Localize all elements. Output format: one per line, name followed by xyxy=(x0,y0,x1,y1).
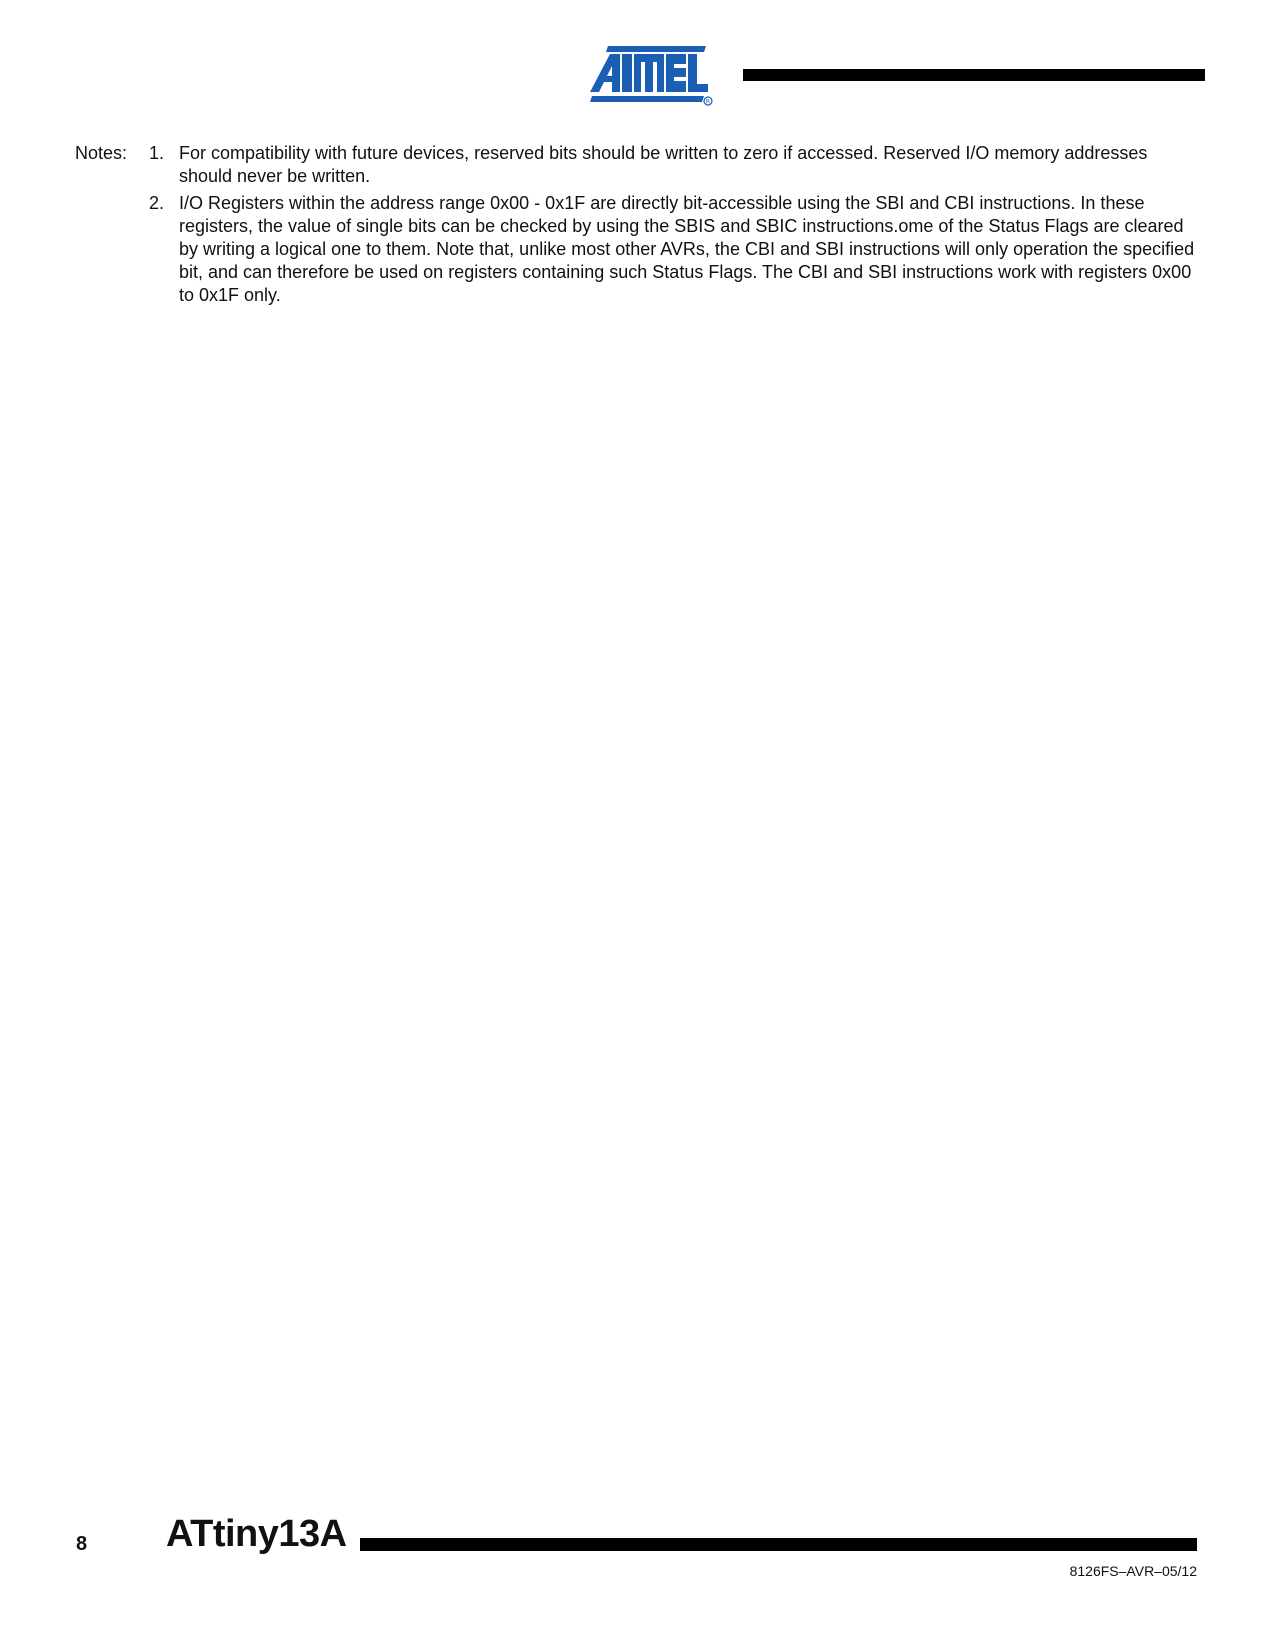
svg-text:R: R xyxy=(705,98,711,106)
document-title: ATtiny13A xyxy=(166,1513,347,1555)
note-item xyxy=(149,192,1205,307)
notes-section xyxy=(75,142,1205,311)
atmel-logo xyxy=(588,44,714,106)
note-number: 1. xyxy=(149,143,165,163)
note-text: I/O Registers within the address range 0x00 - 0x1F are directly bit-accessible using the SBI and CBI instructions. In these registers, the value of single bits can be checked by using the SBIS and SBIC instructions.ome of the Status Flags are cleared by writing a logical one to them. Note that, unlike most other AVRs, the CBI and SBI instructions will only operation the specified bit, and can therefore be used on registers containing such Status Flags. The CBI and SBI instructions work with registers 0x00 to 0x1F only. xyxy=(179,193,1195,305)
page-number: 8 xyxy=(76,1533,88,1555)
note-item xyxy=(149,142,1205,188)
notes-label: Notes: xyxy=(75,143,128,163)
footer-rule xyxy=(360,1538,1197,1551)
note-number: 2. xyxy=(149,193,165,213)
note-text: For compatibility with future devices, reserved bits should be written to zero if accessed. Reserved I/O memory addresses should never be written. xyxy=(179,143,1148,186)
header-rule xyxy=(743,69,1205,81)
document-code: 8126FS–AVR–05/12 xyxy=(1069,1563,1197,1579)
